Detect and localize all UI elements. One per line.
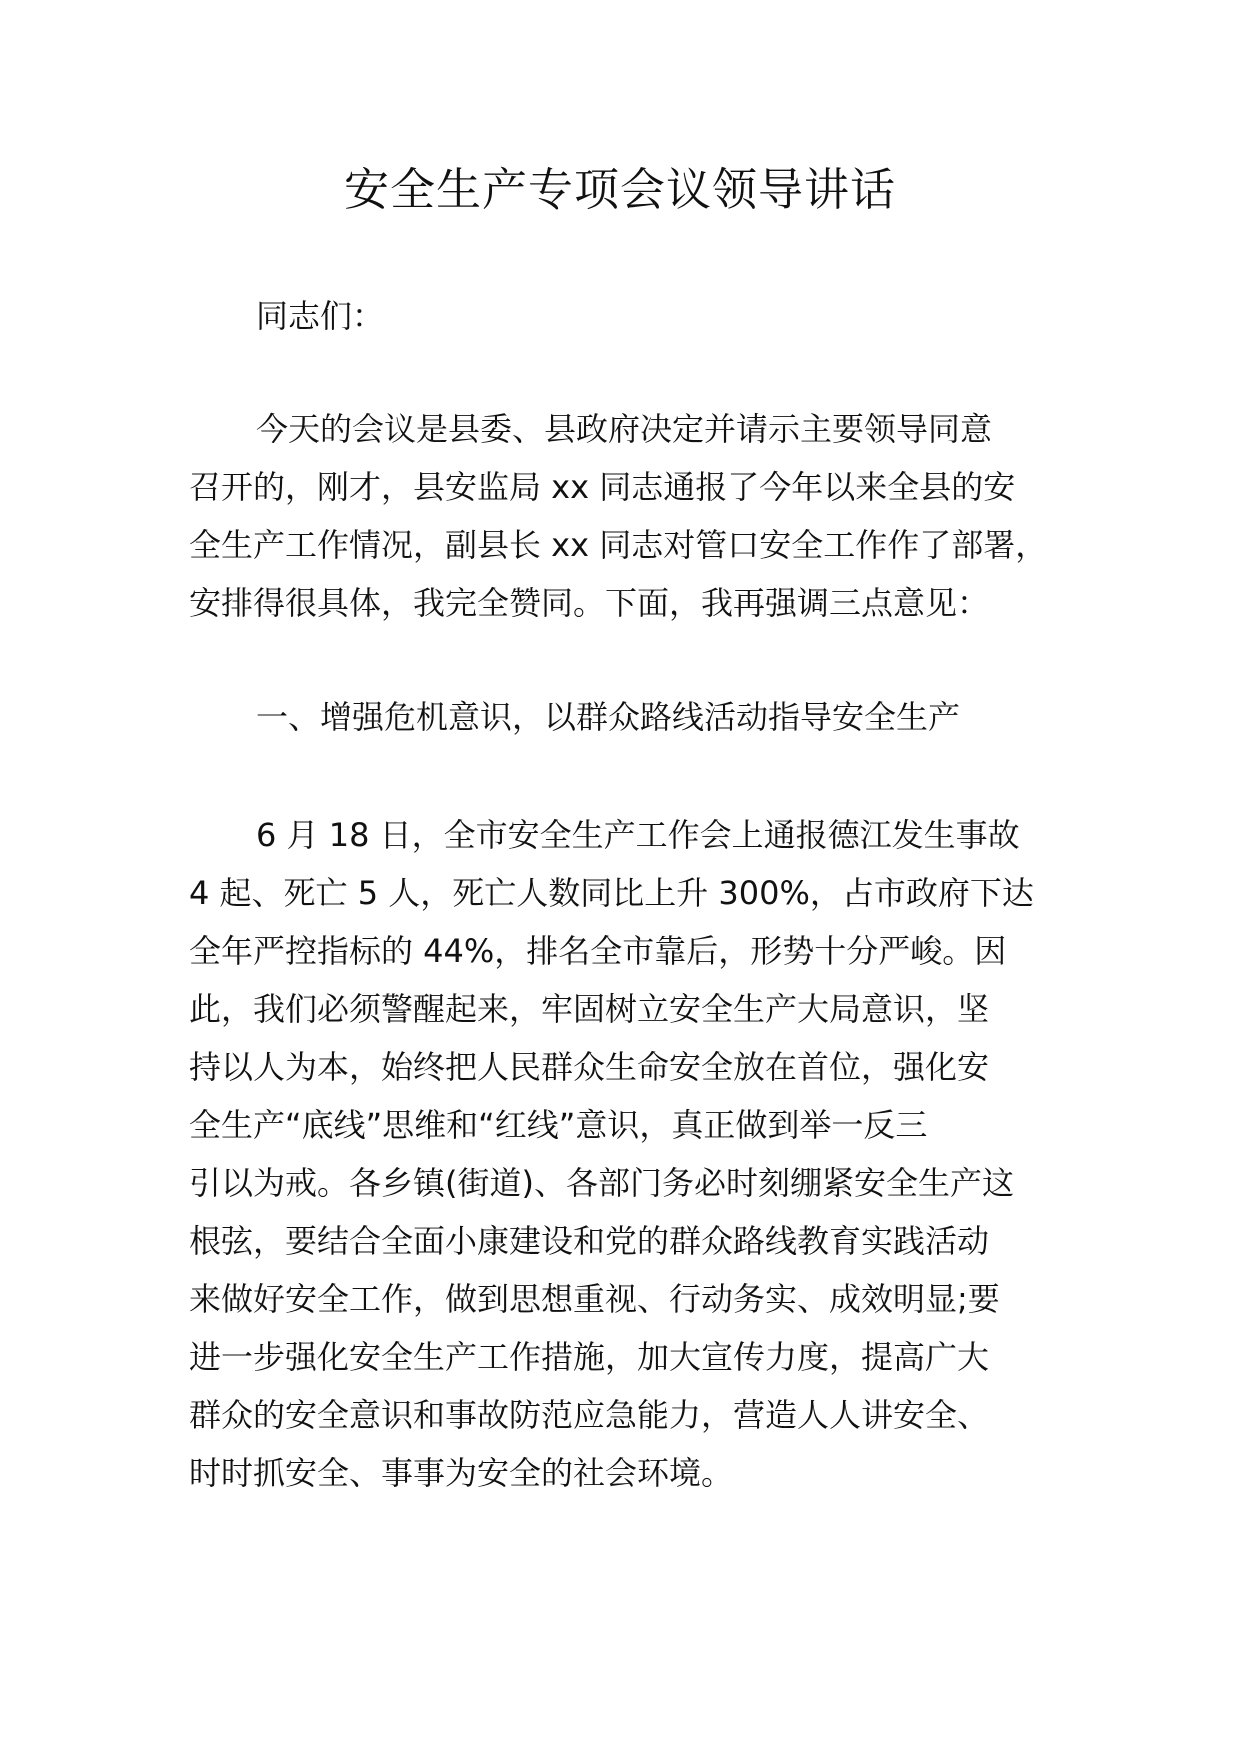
paragraph2-line: 6 月 18 日，全市安全生产工作会上通报德江发生事故	[256, 816, 1020, 854]
document-title: 安全生产专项会议领导讲话	[343, 163, 896, 216]
paragraph2-line: 根弦，要结合全面小康建设和党的群众路线教育实践活动	[189, 1222, 990, 1260]
paragraph2-line: 进一步强化安全生产工作措施，加大宣传力度，提高广大	[189, 1338, 990, 1376]
paragraph1-line: 安排得很具体，我完全赞同。下面，我再强调三点意见：	[189, 584, 990, 622]
paragraph1-line: 今天的会议是县委、县政府决定并请示主要领导同意	[256, 410, 993, 448]
section-heading: 一、增强危机意识，以群众路线活动指导安全生产	[256, 698, 961, 736]
paragraph2-line: 此，我们必须警醒起来，牢固树立安全生产大局意识，坚	[189, 990, 990, 1028]
paragraph2-line: 来做好安全工作，做到思想重视、行动务实、成效明显;要	[189, 1280, 1000, 1318]
paragraph2-line: 引以为戒。各乡镇(街道)、各部门务必时刻绷紧安全生产这	[189, 1164, 1014, 1202]
paragraph1-line: 召开的，刚才，县安监局 xx 同志通报了今年以来全县的安	[189, 468, 1016, 506]
paragraph2-line: 全生产“底线”思维和“红线”意识，真正做到举一反三	[189, 1106, 928, 1144]
paragraph2-line: 时时抓安全、事事为安全的社会环境。	[189, 1454, 734, 1492]
paragraph1-line: 全生产工作情况，副县长 xx 同志对管口安全工作作了部署，	[189, 526, 1048, 564]
paragraph2-line: 4 起、死亡 5 人，死亡人数同比上升 300%，占市政府下达	[189, 874, 1034, 912]
paragraph2-line: 群众的安全意识和事故防范应急能力，营造人人讲安全、	[189, 1396, 990, 1434]
paragraph2-line: 全年严控指标的 44%，排名全市靠后，形势十分严峻。因	[189, 932, 1007, 970]
salutation: 同志们：	[256, 297, 385, 335]
paragraph2-line: 持以人为本，始终把人民群众生命安全放在首位，强化安	[189, 1048, 990, 1086]
